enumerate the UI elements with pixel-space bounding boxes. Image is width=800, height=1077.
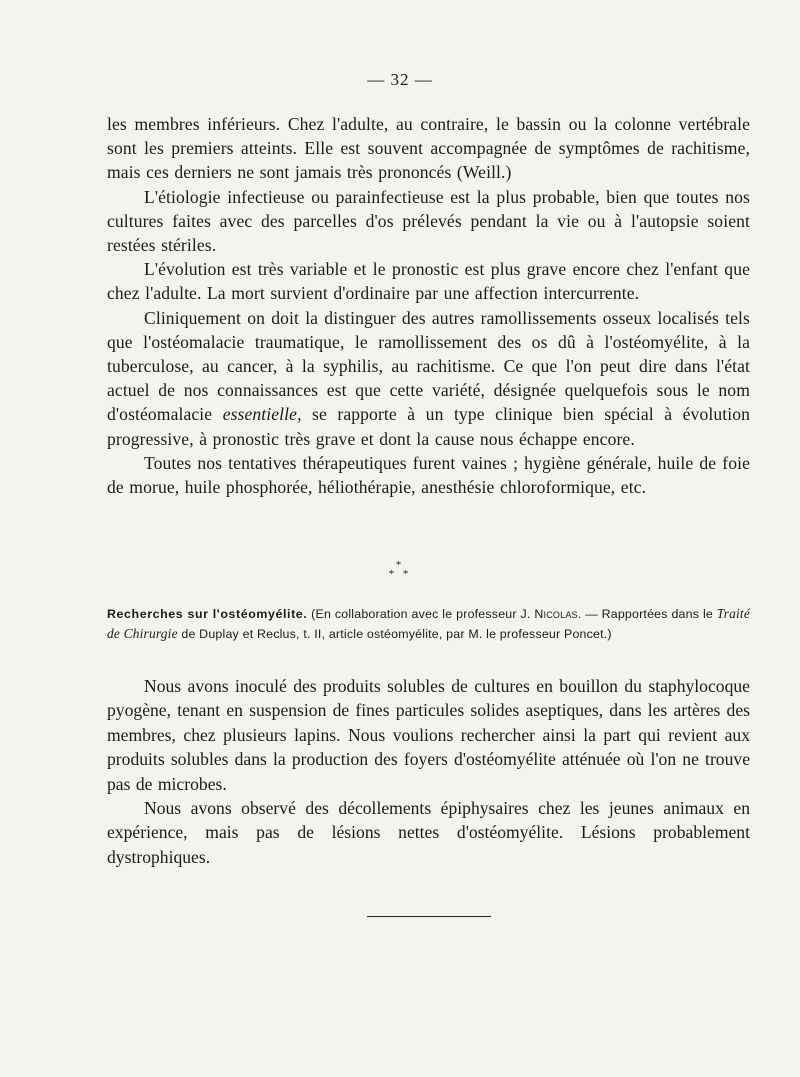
note-author: Nicolas: [534, 607, 578, 621]
body-text-lower: [107, 674, 750, 869]
paragraph: Toutes nos tentatives thérapeutiques furent vaines ; hygiène générale, huile de foie de morue, huile phosphorée, héliothérapie, anesthésie chloroformique, etc.: [107, 452, 750, 498]
note-text: (En collaboration avec le professeur J.: [307, 607, 535, 621]
end-rule: [367, 916, 491, 917]
note-text: . — Rapportées dans le: [577, 607, 717, 621]
note-book-title: Traité de Chirurgie: [107, 606, 750, 641]
page-number: — 32 —: [367, 70, 433, 89]
body-text-upper: [107, 112, 750, 499]
paragraph-text: Cliniquement on doit la distinguer des autres ramollissements osseux localisés tels que l'ostéomalacie traumatique, le ramollissement des os dû à l'ostéomyélite, à la tuberculose, au cancer, à la syphilis, au rachitisme. Ce que l'on peut dire dans l'état actuel de nos connaissances est que cette variété, désignée quelquefois sous le nom d'ostéomalacie: [107, 307, 750, 425]
paragraph: les membres inférieurs. Chez l'adulte, au contraire, le bassin ou la colonne vertébrale sont les premiers atteints. Elle est souvent accompagnée de symptômes de rachitisme, mais ces derniers ne sont jamais très prononcés (Weill.): [107, 114, 750, 183]
note-text: de Duplay et Reclus, t. II, article ostéomyélite, par M. le professeur Poncet.): [177, 627, 612, 641]
paragraph: Nous avons inoculé des produits solubles de cultures en bouillon du staphylocoque pyogène, tenant en suspension de fines particules solides aseptiques, dans les artères des membres, chez plusieurs lapins. Nous voulions rechercher ainsi la part qui revient aux produits solubles dans la production des foyers d'ostéomyélite atténuée où l'on ne trouve pas de microbes.: [107, 676, 750, 794]
asterism-top: *: [395, 559, 405, 571]
paragraph: L'étiologie infectieuse ou parainfectieuse est la plus probable, bien que toutes nos cultures faites avec des parcelles d'os prélevés pendant la vie ou à l'autopsie soient restées stériles.: [107, 186, 750, 256]
paragraph: L'évolution est très variable et le pronostic est plus grave encore chez l'enfant que chez l'adulte. La mort survient d'ordinaire par une affection intercurrente.: [107, 259, 750, 304]
italic-term: essentielle: [222, 404, 298, 425]
paragraph-text: , se rapporte à un type clinique bien spécial à évolution progressive, à pronostic très grave et dont la cause nous échappe encore.: [107, 404, 751, 449]
paragraph: [107, 306, 750, 451]
paragraph: Nous avons observé des décollements épiphysaires chez les jeunes animaux en expérience, mais pas de lésions nettes d'ostéomyélite. Lésions probablement dystrophiques.: [107, 798, 750, 867]
asterism-divider: [0, 561, 800, 579]
asterism-bottom: * *: [388, 568, 412, 580]
publication-note: [107, 604, 750, 644]
note-title: Recherches sur l'ostéomyélite.: [107, 607, 308, 621]
